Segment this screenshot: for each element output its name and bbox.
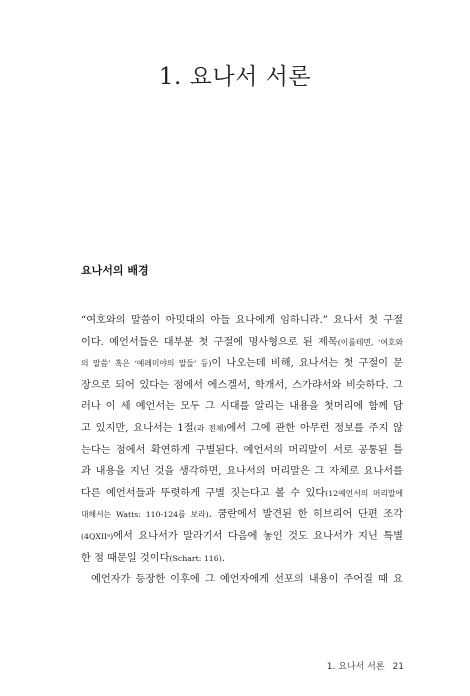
section-heading: 요나서의 배경 bbox=[81, 264, 149, 277]
text-line: 고 있지만, 요나서는 1절(과 전체)에서 그에 관한 아무런 정보를 주지 않 bbox=[81, 422, 403, 434]
text-line: “여호와의 말씀이 아밋대의 아들 요나에게 임하니라.” 요나서 첫 구절 bbox=[81, 315, 403, 326]
text-line: 과 내용을 지닌 것을 생각하면, 요나서의 머리말은 그 자체로 요나서를 bbox=[81, 466, 403, 478]
chapter-title: 1. 요나서 서론 bbox=[158, 64, 312, 90]
text-line: 러나 이 세 예언서는 모두 그 시대를 알리는 내용을 첫머리에 함께 담 bbox=[81, 401, 403, 413]
text-line: 이다. 예언서들은 대부분 첫 구절에 명사형으로 된 제목(이를테면, ‘여호와 bbox=[81, 336, 403, 348]
text-line: 다른 예언서들과 뚜렷하게 구별 짓는다고 볼 수 있다(12예언서의 머리말에 bbox=[81, 487, 403, 499]
text-line: 대해서는 Watts: 110-124를 보라). 쿰란에서 발견된 한 히브리어 단편 조각 bbox=[81, 509, 403, 521]
text-line: 는다는 점에서 확연하게 구별된다. 예언서의 머리말이 서로 공통된 틀 bbox=[81, 444, 403, 456]
body-text bbox=[81, 310, 403, 591]
text-line: 장으로 되어 있다는 점에서 에스겔서, 학개서, 스가랴서와 비슷하다. 그 bbox=[81, 379, 403, 391]
text-line: 예언자가 등장한 이후에 그 예언자에게 선포의 내용이 주어질 때 요 bbox=[91, 574, 403, 586]
page-number: 21 bbox=[392, 662, 404, 672]
running-title: 1. 요나서 서론 bbox=[326, 662, 385, 672]
text-line: 의 말씀’ 혹은 ‘예레미야의 말들’ 등)이 나오는데 비해, 요나서는 첫 구절이 문 bbox=[81, 358, 403, 370]
page-footer bbox=[327, 659, 404, 672]
text-line: (4QXIIᵃ)에서 요나서가 말라기서 다음에 놓인 것도 요나서가 지닌 특별 bbox=[81, 530, 403, 542]
text-line: 한 점 때문일 것이다(Schart: 116). bbox=[81, 552, 226, 564]
